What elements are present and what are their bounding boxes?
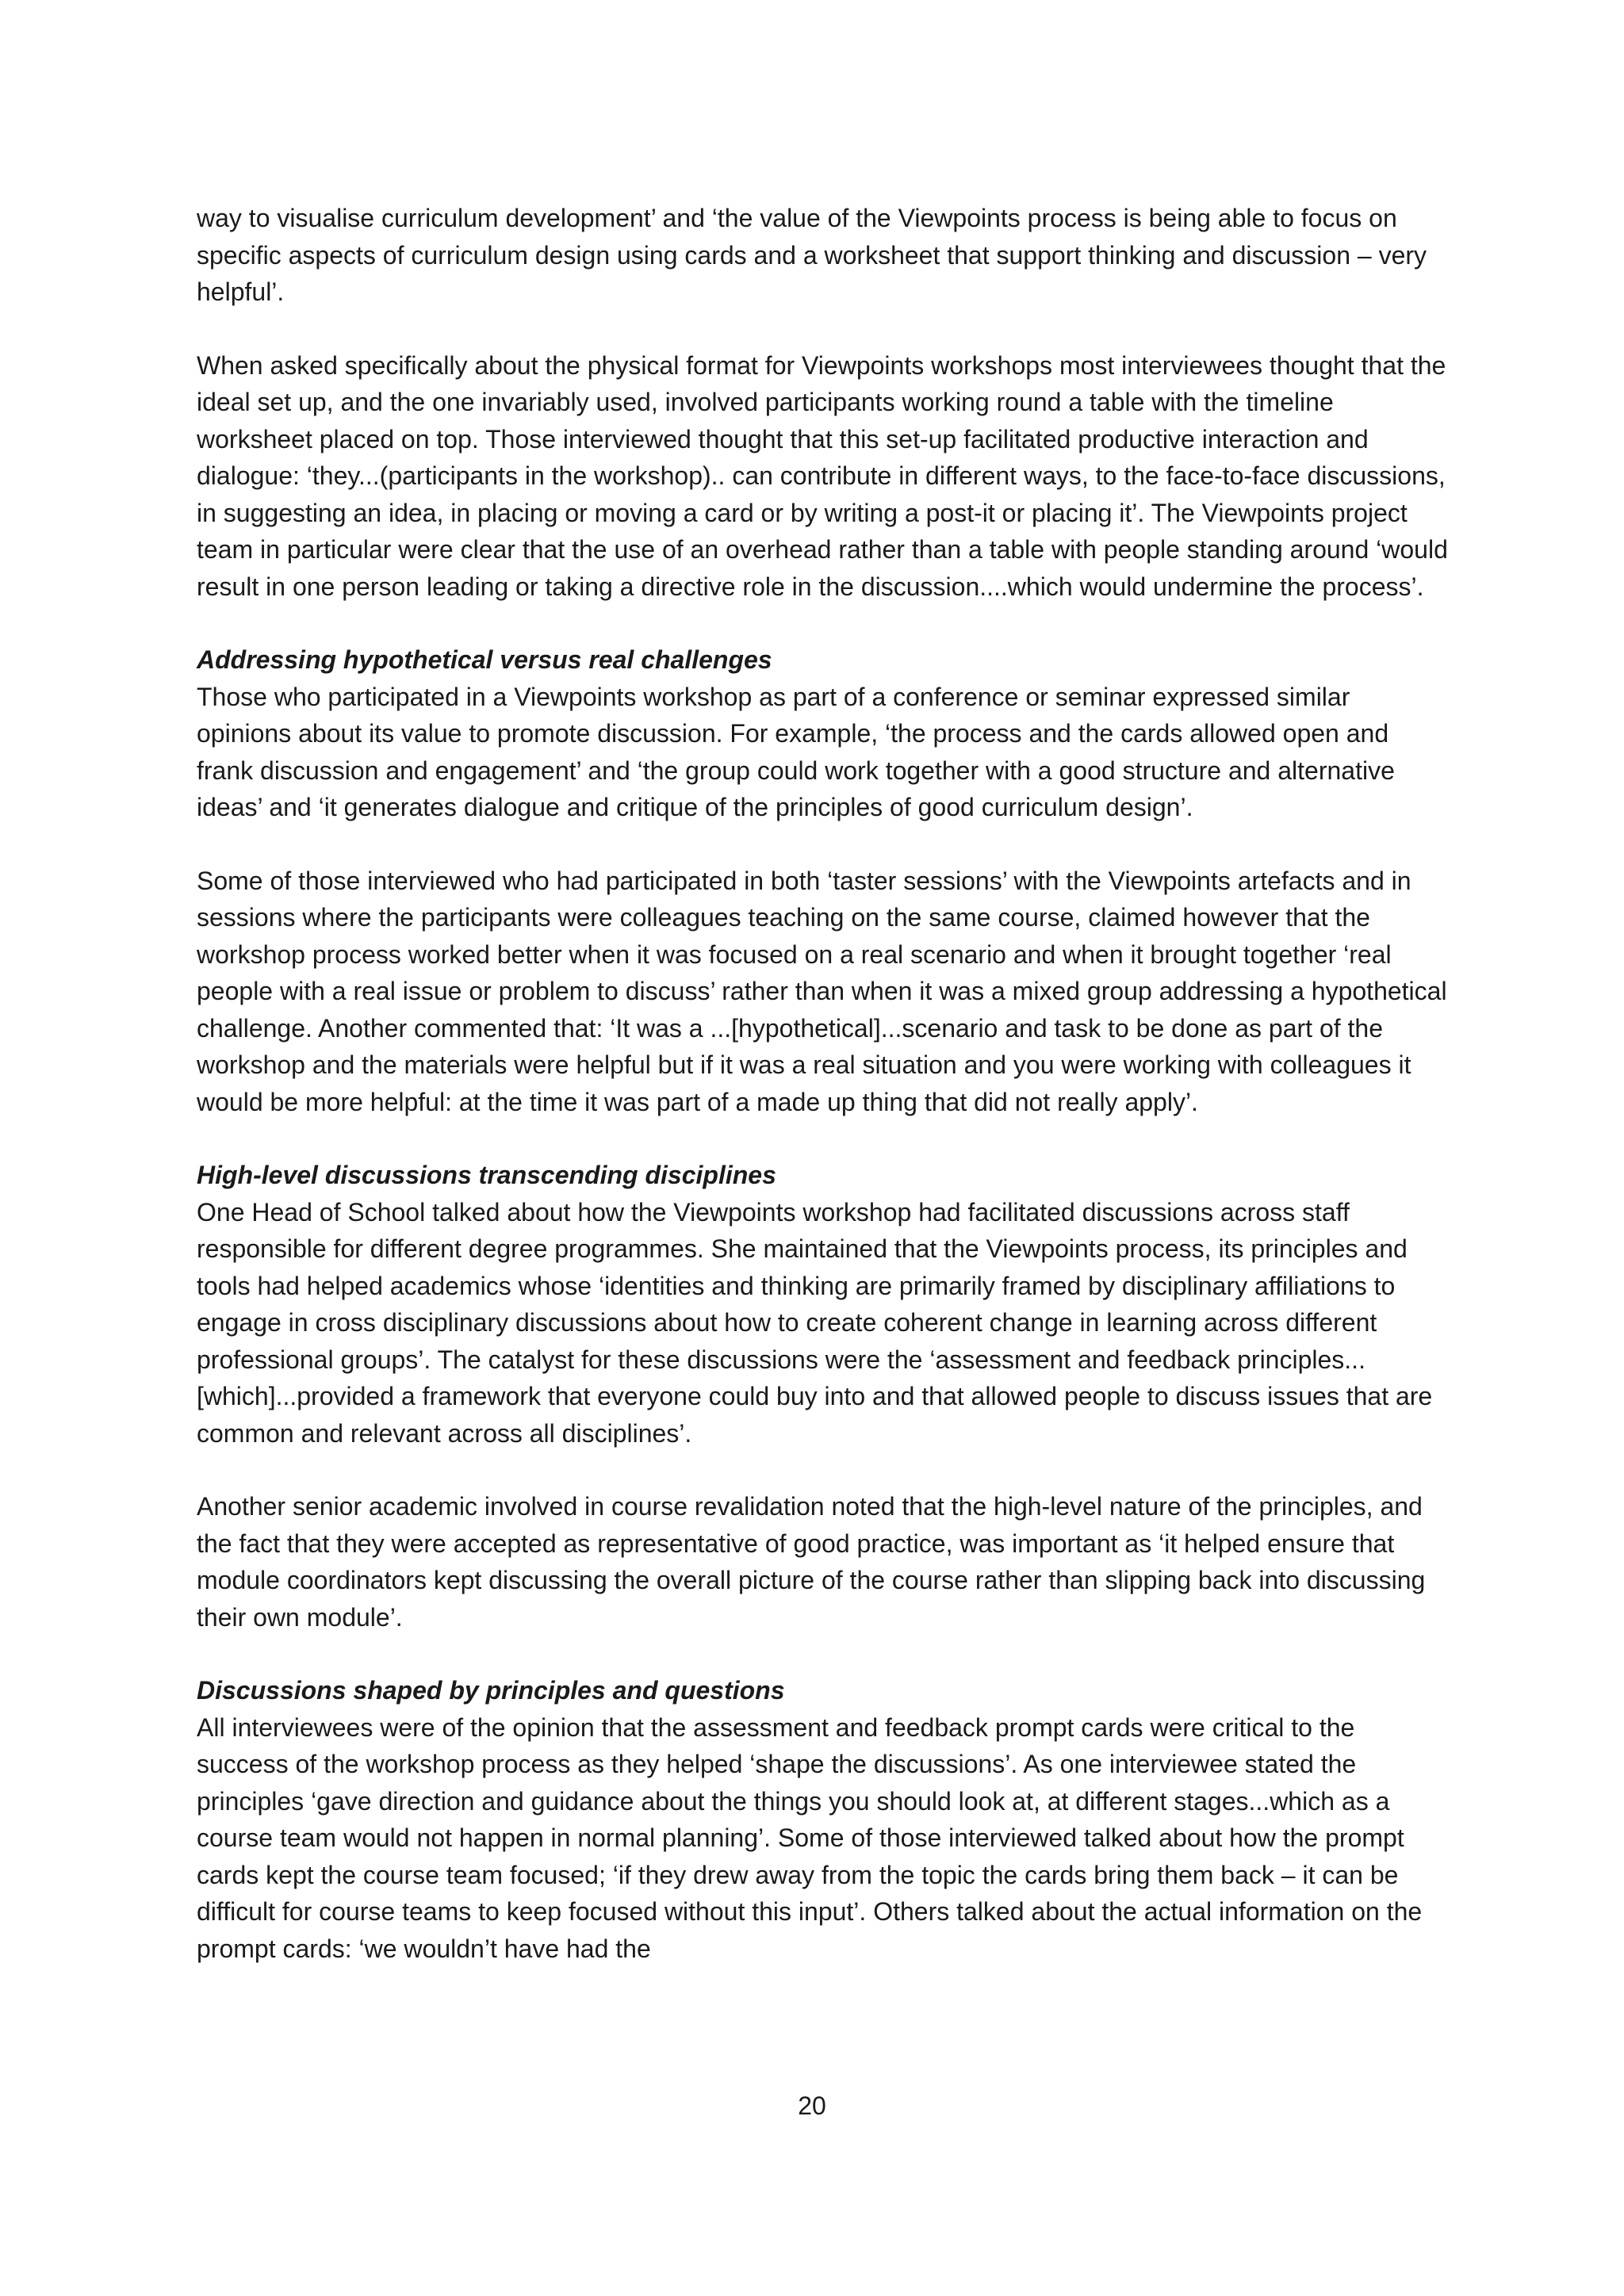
section-principles-and-questions bbox=[197, 1672, 1450, 1967]
section-heading: High-level discussions transcending disciplines bbox=[197, 1161, 776, 1189]
paragraph: One Head of School talked about how the Viewpoints workshop had facilitated discussions across staff responsible for different degree programmes. She maintained that the Viewpoints process, its principles and tools had helped academics whose ‘identities and thinking are primarily framed by disciplinary affiliations to engage in cross disciplinary discussions about how to create coherent change in learning across different professional groups’. The catalyst for these discussions were the ‘assessment and feedback principles...[which]...provided a framework that everyone could buy into and that allowed people to discuss issues that are common and relevant across all disciplines’. bbox=[197, 1197, 1433, 1448]
section-intro bbox=[197, 200, 1450, 605]
paragraph: Another senior academic involved in course revalidation noted that the high-level nature of the principles, and the fact that they were accepted as representative of good practice, was important as ‘it helped ensure that module coordinators kept discussing the overall picture of the course rather than slipping back into discussing their own module’. bbox=[197, 1492, 1426, 1632]
section-heading: Addressing hypothetical versus real challenges bbox=[197, 645, 772, 674]
paragraph: When asked specifically about the physical format for Viewpoints workshops most interviewees thought that the ideal set up, and the one invariably used, involved participants working round a table with the timeline worksheet placed on top. Those interviewed thought that this set-up facilitated productive interaction and dialogue: ‘they...(participants in the workshop).. can contribute in different ways, to the face-to-face discussions, in suggesting an idea, in placing or moving a card or by writing a post-it or placing it’. The Viewpoints project team in particular were clear that the use of an overhead rather than a table with people standing around ‘would result in one person leading or taking a directive role in the discussion....which would undermine the process’. bbox=[197, 350, 1448, 601]
document-body bbox=[197, 200, 1450, 2003]
paragraph: Those who participated in a Viewpoints workshop as part of a conference or seminar expressed similar opinions about its value to promote discussion. For example, ‘the process and the cards allowed open and frank discussion and engagement’ and ‘the group could work together with a good structure and alternative ideas’ and ‘it generates dialogue and critique of the principles of good curriculum design’. bbox=[197, 682, 1395, 821]
section-heading: Discussions shaped by principles and questions bbox=[197, 1676, 785, 1705]
paragraph: way to visualise curriculum development’ and ‘the value of the Viewpoints process is being able to focus on specific aspects of curriculum design using cards and a worksheet that support thinking and discussion – very helpful’. bbox=[197, 204, 1427, 306]
section-high-level-discussions bbox=[197, 1157, 1450, 1636]
section-hypothetical-vs-real bbox=[197, 641, 1450, 1120]
paragraph: All interviewees were of the opinion that the assessment and feedback prompt cards were critical to the success of the workshop process as they helped ‘shape the discussions’. As one interviewee stated the principles ‘gave direction and guidance about the things you should look at, at different stages...which as a course team would not happen in normal planning’. Some of those interviewed talked about how the prompt cards kept the course team focused; ‘if they drew away from the topic the cards bring them back – it can be difficult for course teams to keep focused without this input’. Others talked about the actual information on the prompt cards: ‘we wouldn’t have had the bbox=[197, 1712, 1423, 1963]
paragraph: Some of those interviewed who had participated in both ‘taster sessions’ with the Viewpoints artefacts and in sessions where the participants were colleagues teaching on the same course, claimed however that the workshop process worked better when it was focused on a real scenario and when it brought together ‘real people with a real issue or problem to discuss’ rather than when it was a mixed group addressing a hypothetical challenge. Another commented that: ‘It was a ...[hypothetical]...scenario and task to be done as part of the workshop and the materials were helpful but if it was a real situation and you were working with colleagues it would be more helpful: at the time it was part of a made up thing that did not really apply’. bbox=[197, 866, 1447, 1116]
page-number: 20 bbox=[798, 2091, 826, 2120]
